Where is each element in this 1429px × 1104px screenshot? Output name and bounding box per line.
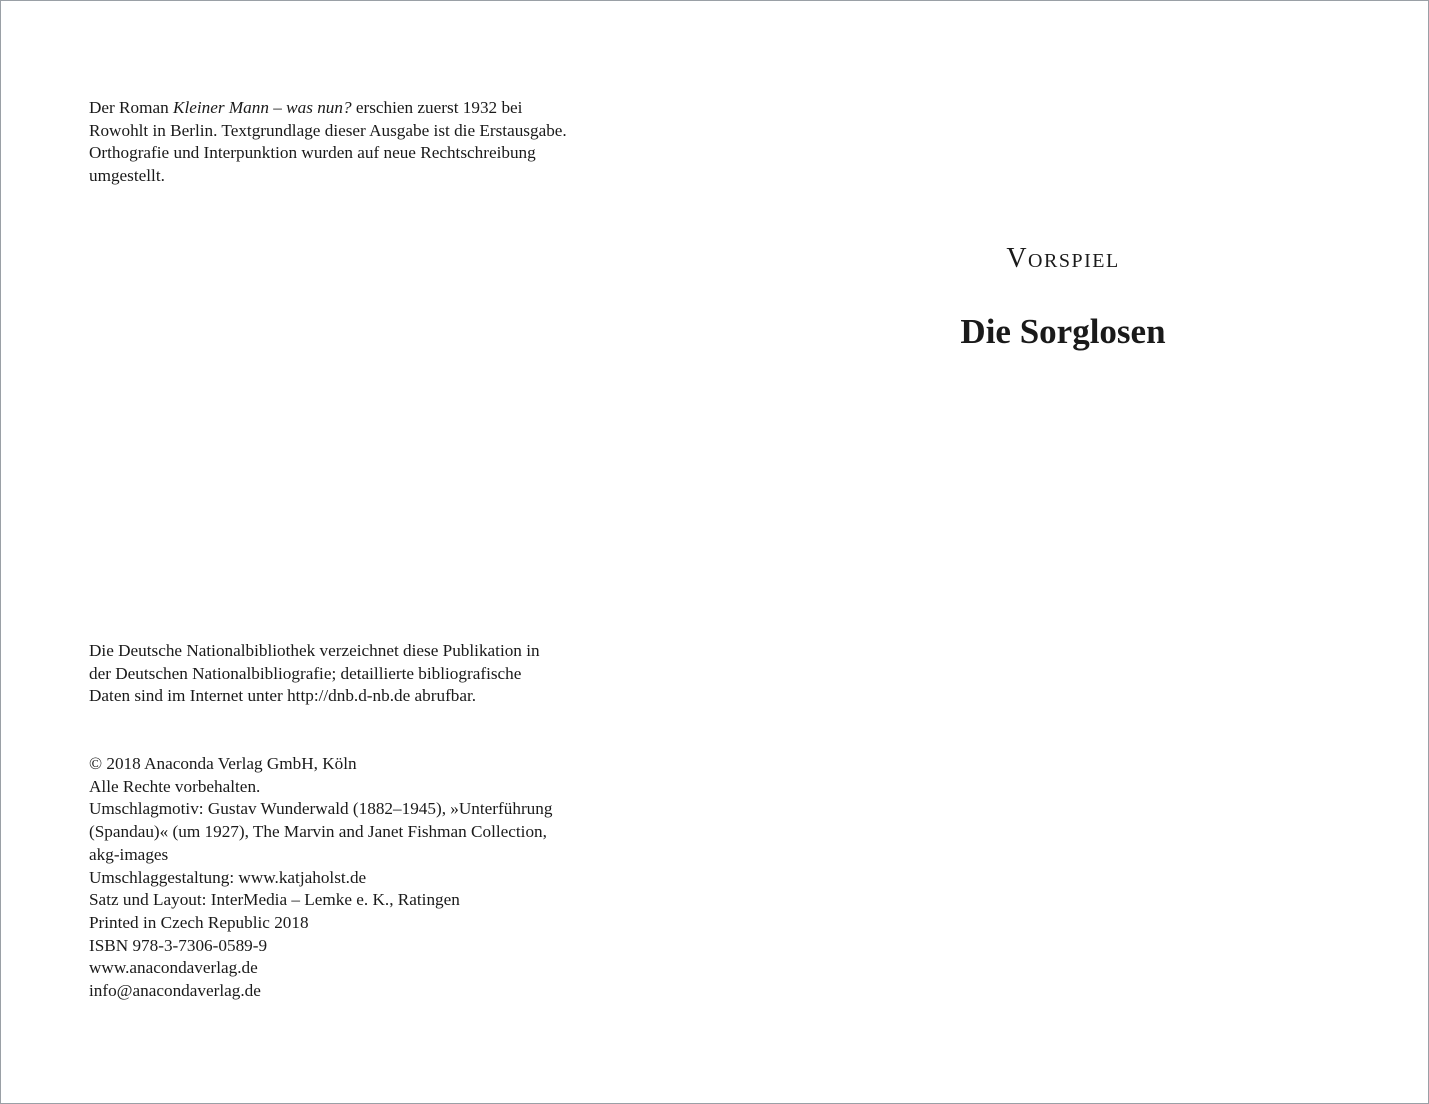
edition-note-line-4: umgestellt. [89,166,165,186]
edition-note-text-before: Der Roman [89,98,174,117]
isbn-line: ISBN 978-3-7306-0589-9 [89,935,268,955]
copyright-line: © 2018 Anaconda Verlag GmbH, Köln [89,754,357,773]
edition-note-line-1 [89,97,629,120]
novel-title: Kleiner Mann – was nun? [173,98,352,117]
chapter-label: Vorspiel [1006,243,1120,274]
cover-design-line: Umschlaggestaltung: www.katjaholst.de [89,867,367,887]
printed-line: Printed in Czech Republic 2018 [89,912,309,932]
rights-line: Alle Rechte vorbehalten. [89,776,261,796]
typesetting-line: Satz und Layout: InterMedia – Lemke e. K., Ratingen [89,890,460,910]
dnb-notice-line: Die Deutsche Nationalbibliothek verzeichnet diese Publikation in [89,641,540,660]
email-line: info@anacondaverlag.de [89,981,261,1001]
website-line: www.anacondaverlag.de [89,958,258,978]
cover-motif-line: (Spandau)« (um 1927), The Marvin and Janet Fishman Collection, [89,822,547,842]
chapter-title: Die Sorglosen [960,312,1166,351]
edition-note [89,97,629,188]
edition-note-line-3: Orthografie und Interpunktion wurden auf neue Rechtschreibung [89,143,536,163]
dnb-notice-line: der Deutschen Nationalbibliografie; detaillierte bibliografische [89,663,522,683]
dnb-notice [89,640,629,708]
cover-motif-line: Umschlagmotiv: Gustav Wunderwald (1882–1945), »Unterführung [89,799,553,819]
dnb-notice-line: Daten sind im Internet unter http://dnb.d-nb.de abrufbar. [89,686,477,706]
edition-note-line-2: Rowohlt in Berlin. Textgrundlage dieser Ausgabe ist die Erstausgabe. [89,120,567,140]
imprint [89,753,629,1003]
edition-note-text-after: erschien zuerst 1932 bei [351,98,523,117]
cover-motif-line: akg-images [89,844,169,864]
